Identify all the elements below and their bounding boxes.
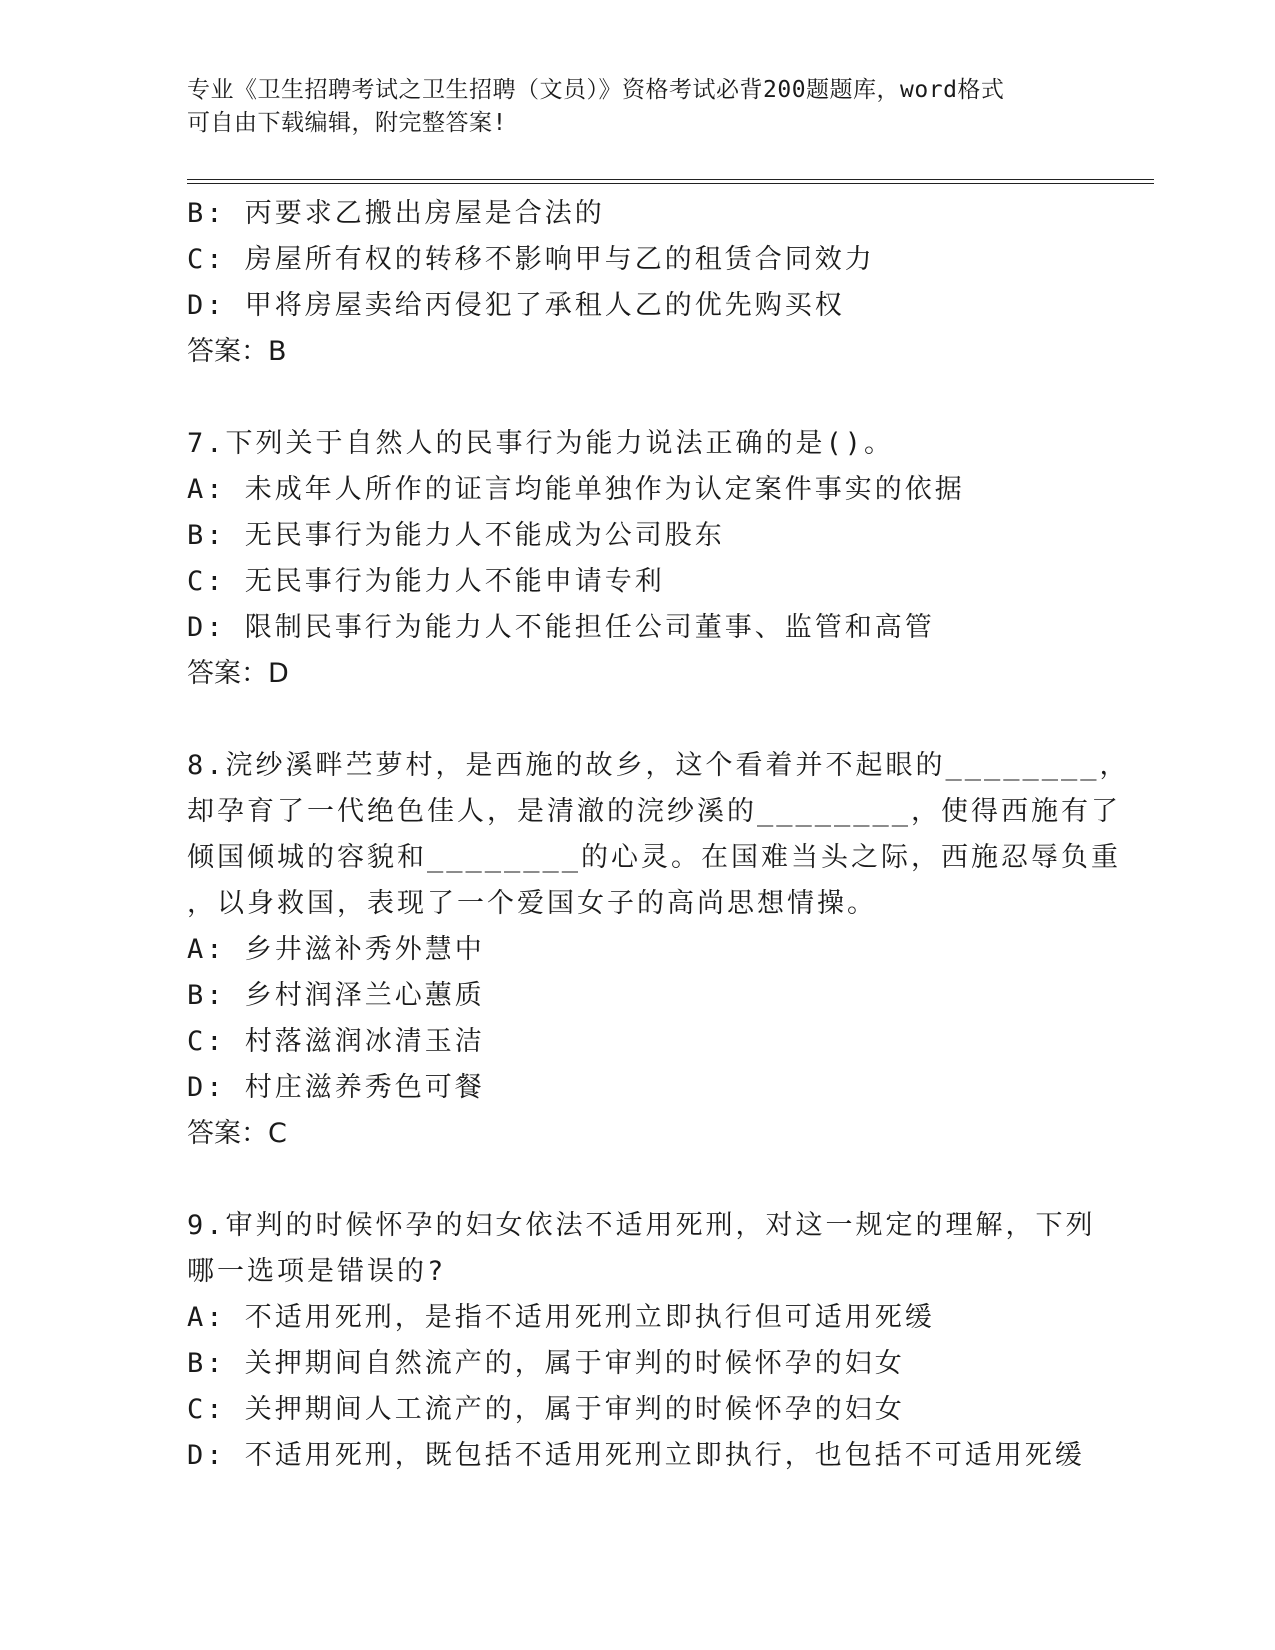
option-a: A: 乡井滋补秀外慧中 [187, 934, 485, 965]
option-b: B: 无民事行为能力人不能成为公司股东 [187, 520, 725, 551]
option-b: B: 关押期间自然流产的，属于审判的时候怀孕的妇女 [187, 1348, 905, 1379]
question-stem-line-2: 哪一选项是错误的? [187, 1256, 447, 1287]
option-b: B: 丙要求乙搬出房屋是合法的 [187, 198, 605, 229]
answer-text: 答案：D [187, 658, 289, 689]
header-divider-top [187, 179, 1154, 180]
answer-text: 答案：C [187, 1118, 287, 1149]
option-c: C: 房屋所有权的转移不影响甲与乙的租赁合同效力 [187, 244, 875, 275]
option-a: A: 不适用死刑，是指不适用死刑立即执行但可适用死缓 [187, 1302, 935, 1333]
question-stem-line-2: 却孕育了一代绝色佳人，是清澈的浣纱溪的________，使得西施有了 [187, 796, 1122, 827]
spacer [187, 697, 1087, 743]
question-stem-line-4: ，以身救国，表现了一个爱国女子的高尚思想情操。 [187, 888, 877, 919]
question-stem-line-1: 8.浣纱溪畔苎萝村，是西施的故乡，这个看着并不起眼的________， [187, 750, 1130, 781]
question-stem-line-3: 倾国倾城的容貌和________的心灵。在国难当头之际，西施忍辱负重 [187, 842, 1122, 873]
question-stem: 7.下列关于自然人的民事行为能力说法正确的是()。 [187, 428, 895, 459]
answer-text: 答案：B [187, 336, 287, 367]
question-7 [187, 421, 1087, 697]
spacer [187, 1157, 1087, 1203]
question-6 [187, 191, 1087, 375]
option-c: C: 无民事行为能力人不能申请专利 [187, 566, 665, 597]
question-list [187, 191, 1130, 1479]
option-c: C: 村落滋润冰清玉洁 [187, 1026, 485, 1057]
option-d: D: 限制民事行为能力人不能担任公司董事、监管和高管 [187, 612, 935, 643]
option-d: D: 甲将房屋卖给丙侵犯了承租人乙的优先购买权 [187, 290, 845, 321]
question-9 [187, 1203, 1096, 1479]
option-a: A: 未成年人所作的证言均能单独作为认定案件事实的依据 [187, 474, 965, 505]
option-b: B: 乡村润泽兰心蕙质 [187, 980, 485, 1011]
document-header [187, 74, 1067, 140]
question-stem-line-1: 9.审判的时候怀孕的妇女依法不适用死刑，对这一规定的理解，下列 [187, 1210, 1096, 1241]
question-8 [187, 743, 1130, 1157]
header-line-1: 专业《卫生招聘考试之卫生招聘（文员）》资格考试必背200题题库，word格式 [187, 77, 1005, 103]
header-line-2: 可自由下载编辑，附完整答案! [187, 110, 507, 136]
option-c: C: 关押期间人工流产的，属于审判的时候怀孕的妇女 [187, 1394, 905, 1425]
option-d: D: 村庄滋养秀色可餐 [187, 1072, 485, 1103]
spacer [187, 375, 1087, 421]
header-divider-bottom [187, 183, 1154, 184]
option-d: D: 不适用死刑，既包括不适用死刑立即执行，也包括不可适用死缓 [187, 1440, 1085, 1471]
